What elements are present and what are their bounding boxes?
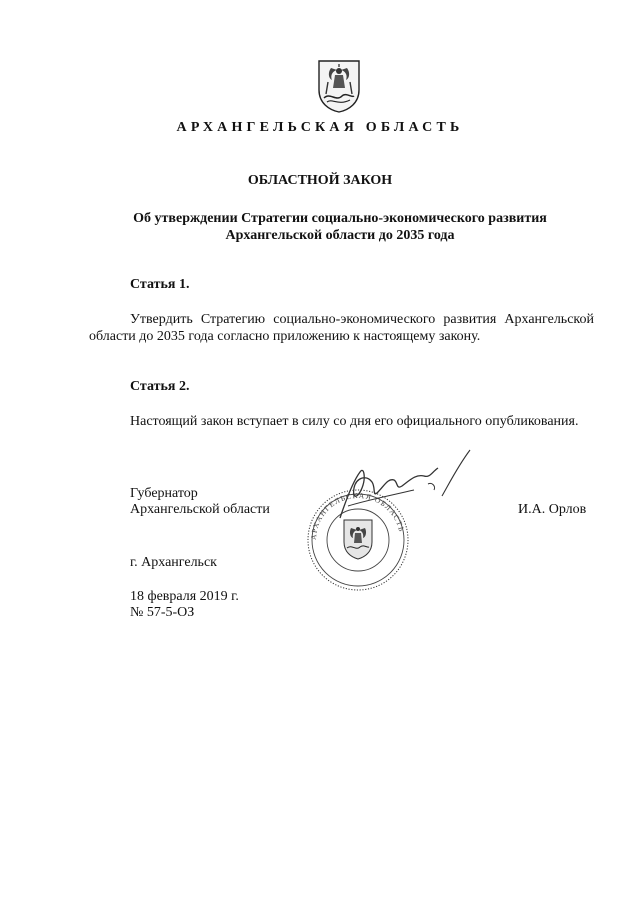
article-2-heading: Статья 2. <box>130 379 190 394</box>
region-name: АРХАНГЕЛЬСКАЯ ОБЛАСТЬ <box>176 120 464 135</box>
document-type: ОБЛАСТНОЙ ЗАКОН <box>247 173 393 188</box>
law-title-line-2: Архангельской области до 2035 года <box>225 228 455 243</box>
signer-position-line-2: Архангельской области <box>130 502 270 517</box>
city: г. Архангельск <box>130 555 217 570</box>
article-1-heading: Статья 1. <box>130 277 190 292</box>
signer-position-line-1: Губернатор <box>130 486 198 501</box>
signer-name: И.А. Орлов <box>518 502 587 517</box>
handwritten-signature-icon <box>318 444 478 524</box>
seal-text: АРХАНГЕЛЬСКАЯ ОБЛАСТЬ <box>308 490 407 541</box>
law-title <box>80 210 600 244</box>
coat-of-arms-icon <box>316 58 362 114</box>
law-title-line-1: Об утверждении Стратегии социально-экономического развития <box>133 211 547 226</box>
law-number: № 57-5-ОЗ <box>130 605 195 620</box>
article-2-text: Настоящий закон вступает в силу со дня его официального опубликования. <box>130 414 579 429</box>
article-1-text: Утвердить Стратегию социально-экономического развития Архангельской области до 2035 года согласно приложению к настоящему закону. <box>89 312 594 344</box>
date: 18 февраля 2019 г. <box>130 589 239 604</box>
